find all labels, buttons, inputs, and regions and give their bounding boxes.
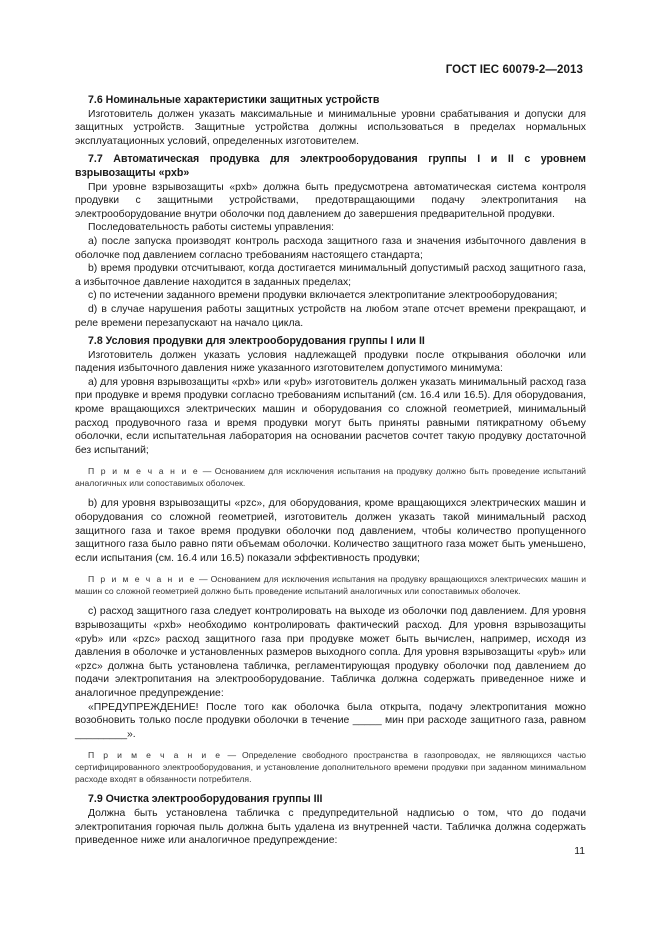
section-7-7-paragraph-1: При уровне взрывозащиты «pxb» должна быть предусмотрена автоматическая система контроля продувки с защитными устройствами, предотвращающими подачу электропитания на электрооборудование внутри оболочки под давлением до завершения предварительной продувки. bbox=[75, 181, 586, 220]
note-3 bbox=[75, 749, 586, 785]
section-7-9-paragraph: Должна быть установлена табличка с предупредительной надписью о том, что до подачи электропитания горючая пыль должна быть удалена из внутренней части. Табличка должна содержать приведенное ниже или аналогичное предупреждение: bbox=[75, 807, 586, 847]
page-content bbox=[75, 94, 586, 848]
note-3-label: П р и м е ч а н и е bbox=[88, 750, 222, 761]
note-1 bbox=[75, 465, 586, 489]
section-7-9-title: 7.9 Очистка электрооборудования группы III bbox=[88, 793, 323, 806]
note-2-text: — Основанием для исключения испытания на продувку вращающихся электрических машин и машин со сложной геометрией должно быть проведение испытаний аналогичных или сопоставимых оболочек. bbox=[75, 574, 586, 597]
section-7-6-title: 7.6 Номинальные характеристики защитных устройств bbox=[88, 94, 380, 106]
note-1-text: — Основанием для исключения испытания на продувку должно быть проведение испытаний аналогичных или сопоставимых оболочек. bbox=[75, 466, 586, 489]
section-7-8-item-a: a) для уровня взрывозащиты «pxb» или «pyb» изготовитель должен указать минимальный расход газа при продувке и время продувки согласно требованиям испытаний (см. 16.4 или 16.5). Для оборудования, кроме вращающихся электрических машин и оборудования со сложной геометрией, минимальный расход продувочного газа и время продувки могут быть приняты равными пятикратному объему оболочки, если испытательная лаборатория на основании расчетов сочтет такую продувку достаточной без испытаний; bbox=[75, 376, 586, 456]
section-7-7-title: 7.7 Автоматическая продувка для электрооборудования группы I и II с уровнем взрывозащиты «pxb» bbox=[75, 153, 586, 179]
section-7-7-paragraph-2: Последовательность работы системы управления: bbox=[88, 222, 335, 234]
section-7-8-item-c: c) расход защитного газа следует контролировать на выходе из оболочки под давлением. Для уровня взрывозащиты «pxb» необходимо контролировать фактический расход. Для уровня взрывозащиты «pyb» или «pzc» расход защитного газа при продувке может быть вычислен, например, исходя из давления в оболочке и установленных размеров выходного сопла. Для уровня взрывозащиты «pyb» или «pzc» должна быть установлена табличка, регламентирующая продувку оболочки под давлением до подачи электропитания на электрооборудование. Табличка должна содержать приведенное ниже и аналогичное предупреждение: bbox=[75, 606, 586, 699]
section-7-8-title: 7.8 Условия продувки для электрооборудования группы I или II bbox=[88, 335, 425, 348]
note-2-label: П р и м е ч а н и е bbox=[88, 574, 196, 585]
section-7-6-paragraph: Изготовитель должен указать максимальные и минимальные уровни срабатывания и допуски для защитных устройств. Защитные устройства должны использоваться в пределах нормальных эксплуатационных условий, определенных изготовителем. bbox=[75, 108, 586, 147]
note-1-label: П р и м е ч а н и е bbox=[88, 466, 200, 477]
warning-text: «ПРЕДУПРЕЖДЕНИЕ! После того как оболочка была открыта, подачу электропитания можно возобновить только после продувки оболочки в течение _____ мин при расходе защитного газа, равном _________». bbox=[75, 701, 586, 740]
note-3-text: — Определение свободного пространства в газопроводах, не являющихся частью сертифицированного электрооборудования, и установление дополнительного времени продувки при заданном минимальном расходе входят в обязанности потребителя. bbox=[75, 750, 586, 785]
document-code-header: ГОСТ IEC 60079-2—2013 bbox=[445, 64, 583, 76]
section-7-8-paragraph-1: Изготовитель должен указать условия надлежащей продувки после открывания оболочки или падения избыточного давления ниже указанного изготовителем допустимого минимума: bbox=[75, 349, 586, 375]
section-7-7-item-c: c) по истечении заданного времени продувки включается электропитание электрооборудования; bbox=[88, 290, 558, 302]
page-number: 11 bbox=[574, 846, 585, 857]
note-2 bbox=[75, 573, 586, 597]
section-7-7-item-d: d) в случае нарушения работы защитных устройств на любом этапе отсчет времени прекращают, и реле времени перезапускают на начало цикла. bbox=[75, 303, 586, 329]
section-7-7-item-b: b) время продувки отсчитывают, когда достигается минимальный допустимый расход защитного газа, а избыточное давление находится в заданных пределах; bbox=[75, 263, 586, 288]
section-7-8-item-b: b) для уровня взрывозащиты «pzc», для оборудования, кроме вращающихся электрических машин и оборудования со сложной геометрией, изготовитель должен указать такой минимальный расход защитного газа и такое время продувки оболочки под давлением, чтобы количество пропущенного защитного газа было равно пяти объемам оболочки. Количество защитного газа может быть уменьшено, если испытания (см. 16.4 или 16.5) показали эффективность продувки; bbox=[75, 498, 586, 564]
section-7-7-item-a: a) после запуска производят контроль расхода защитного газа и значения избыточного давления в оболочке под давлением согласно требованиям настоящего стандарта; bbox=[75, 235, 586, 261]
